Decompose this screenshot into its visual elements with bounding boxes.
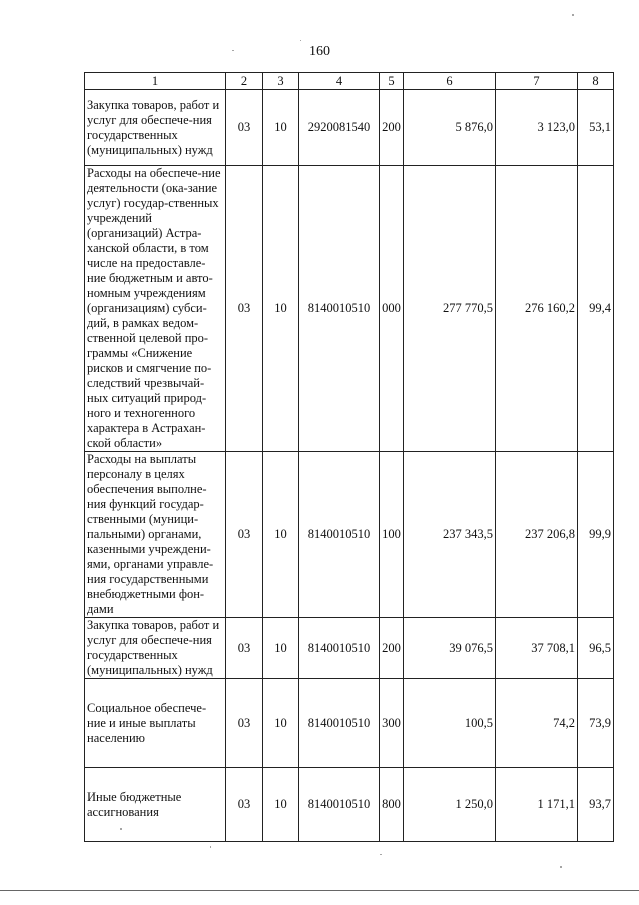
page-number: 160: [309, 44, 330, 59]
row-description: Закупка товаров, работ и услуг для обеспече-ния государственных (муниципальных) нужд: [85, 618, 226, 679]
scan-speck: [560, 866, 562, 868]
executed-amount: 74,2: [496, 679, 578, 768]
scan-speck: [380, 854, 382, 855]
executed-amount: 3 123,0: [496, 90, 578, 166]
execution-percent: 73,9: [578, 679, 614, 768]
subsection-code: 10: [263, 166, 299, 452]
target-article-code: 8140010510: [299, 679, 380, 768]
approved-amount: 1 250,0: [404, 768, 496, 842]
approved-amount: 100,5: [404, 679, 496, 768]
approved-amount: 5 876,0: [404, 90, 496, 166]
target-article-code: 2920081540: [299, 90, 380, 166]
expense-type-code: 100: [380, 452, 404, 618]
expense-type-code: 800: [380, 768, 404, 842]
scan-edge-line: [0, 890, 639, 891]
row-description: Иные бюджетные ассигнования: [85, 768, 226, 842]
approved-amount: 39 076,5: [404, 618, 496, 679]
execution-percent: 53,1: [578, 90, 614, 166]
executed-amount: 1 171,1: [496, 768, 578, 842]
scan-speck: [572, 14, 574, 16]
section-code: 03: [226, 768, 263, 842]
section-code: 03: [226, 679, 263, 768]
table-row: [85, 452, 614, 618]
scan-speck: [210, 846, 211, 848]
scan-speck: [300, 40, 301, 41]
subsection-code: 10: [263, 618, 299, 679]
table-row: [85, 166, 614, 452]
subsection-code: 10: [263, 452, 299, 618]
header-row: [85, 73, 614, 90]
table-row: [85, 679, 614, 768]
subsection-code: 10: [263, 679, 299, 768]
budget-table: [84, 72, 614, 842]
table-row: [85, 90, 614, 166]
expense-type-code: 300: [380, 679, 404, 768]
column-header: 1: [85, 73, 226, 90]
column-header: 2: [226, 73, 263, 90]
executed-amount: 37 708,1: [496, 618, 578, 679]
executed-amount: 276 160,2: [496, 166, 578, 452]
subsection-code: 10: [263, 90, 299, 166]
executed-amount: 237 206,8: [496, 452, 578, 618]
column-header: 5: [380, 73, 404, 90]
target-article-code: 8140010510: [299, 452, 380, 618]
column-header: 3: [263, 73, 299, 90]
execution-percent: 99,4: [578, 166, 614, 452]
expense-type-code: 200: [380, 618, 404, 679]
section-code: 03: [226, 166, 263, 452]
column-header: 8: [578, 73, 614, 90]
section-code: 03: [226, 618, 263, 679]
section-code: 03: [226, 452, 263, 618]
execution-percent: 99,9: [578, 452, 614, 618]
row-description: Расходы на выплаты персоналу в целях обеспечения выполне-ния функций государ-ственными (муници-пальными) органами, казенными учреждени-ями, органами управле-ния государственными внебюджетными фон-дами: [85, 452, 226, 618]
target-article-code: 8140010510: [299, 618, 380, 679]
target-article-code: 8140010510: [299, 166, 380, 452]
column-header: 4: [299, 73, 380, 90]
row-description: Расходы на обеспече-ние деятельности (ока-зание услуг) государ-ственных учреждений (организаций) Астра-ханской области, в том числе на предоставле-ние бюджетным и авто-номным учреждениям (организациям) субси-дий, в рамках ведом-ственной целевой про-граммы «Снижение рисков и смягчение по-следствий чрезвычай-ных ситуаций природ-ного и техногенного характера в Астрахан-ской области»: [85, 166, 226, 452]
table-row: [85, 618, 614, 679]
approved-amount: 277 770,5: [404, 166, 496, 452]
scan-speck: [120, 828, 122, 830]
execution-percent: 96,5: [578, 618, 614, 679]
table-row: [85, 768, 614, 842]
scan-speck: [232, 50, 234, 51]
target-article-code: 8140010510: [299, 768, 380, 842]
row-description: Социальное обеспече-ние и иные выплаты населению: [85, 679, 226, 768]
column-header: 6: [404, 73, 496, 90]
subsection-code: 10: [263, 768, 299, 842]
row-description: Закупка товаров, работ и услуг для обеспече-ния государственных (муниципальных) нужд: [85, 90, 226, 166]
section-code: 03: [226, 90, 263, 166]
expense-type-code: 000: [380, 166, 404, 452]
column-header: 7: [496, 73, 578, 90]
approved-amount: 237 343,5: [404, 452, 496, 618]
expense-type-code: 200: [380, 90, 404, 166]
execution-percent: 93,7: [578, 768, 614, 842]
